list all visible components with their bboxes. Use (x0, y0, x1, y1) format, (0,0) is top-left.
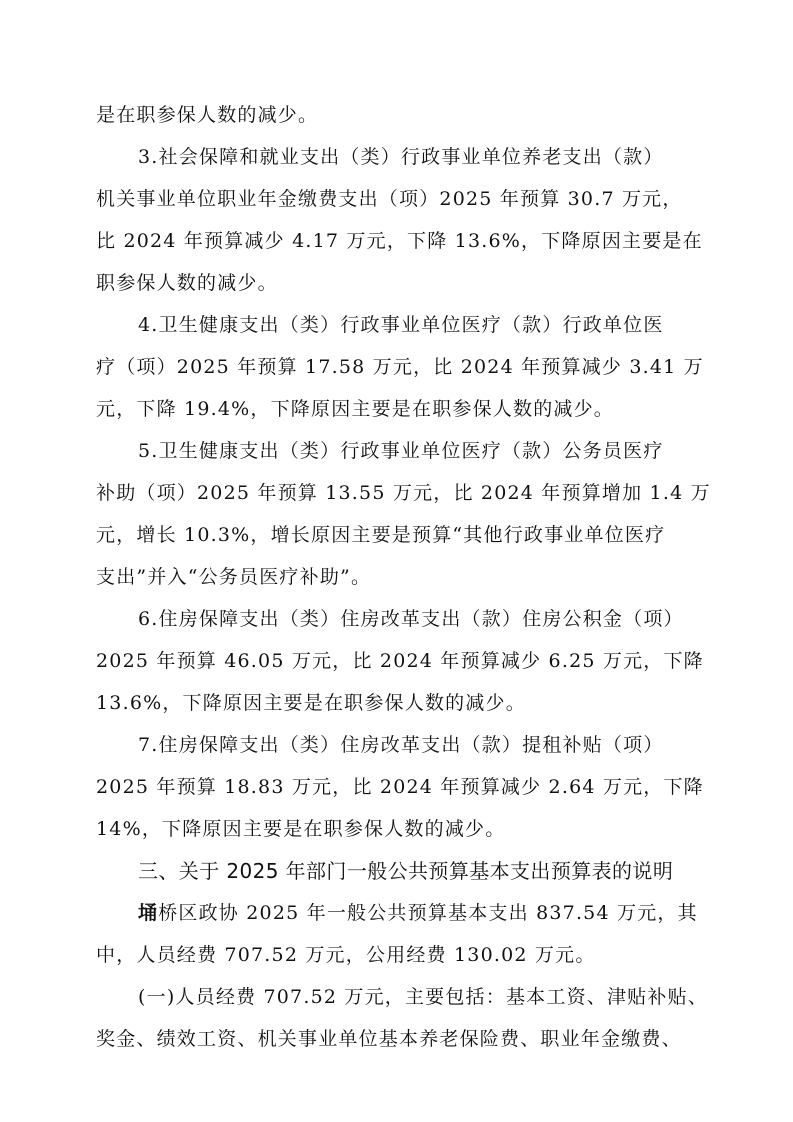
text-line: 中，人员经费 707.52 万元，公用经费 130.02 万元。 (96, 944, 596, 966)
place-name-lead-char: 埇 (138, 902, 159, 924)
text-line: 5.卫生健康支出（类）行政事业单位医疗（款）公务员医疗 (138, 440, 664, 462)
text-line: 职参保人数的减少。 (96, 272, 278, 294)
text-line: 3.社会保障和就业支出（类）行政事业单位养老支出（款） (138, 146, 664, 168)
paragraph-continuation (96, 94, 696, 136)
paragraph-item-5 (96, 430, 711, 598)
text-line: 是在职参保人数的减少。 (96, 104, 319, 126)
paragraph-item-4 (96, 304, 704, 430)
text-line (96, 892, 696, 934)
text-line: 机关事业单位职业年金缴费支出（项）2025 年预算 30.7 万元， (96, 188, 683, 210)
document-page (96, 94, 711, 1060)
paragraph-item-7 (96, 724, 704, 850)
text-line: 14%，下降原因主要是在职参保人数的减少。 (96, 818, 506, 840)
paragraph-item-6 (96, 598, 704, 724)
text-line: 2025 年预算 46.05 万元，比 2024 年预算减少 6.25 万元，下降 (96, 650, 704, 672)
text-line: 7.住房保障支出（类）住房改革支出（款）提租补贴（项） (138, 734, 664, 756)
text-line: 比 2024 年预算减少 4.17 万元，下降 13.6%，下降原因主要是在 (96, 230, 703, 252)
text-line: (一)人员经费 707.52 万元，主要包括：基本工资、津贴补贴、 (138, 986, 708, 1008)
text-line: 元，增长 10.3%，增长原因主要是预算“其他行政事业单位医疗 (96, 524, 666, 546)
summary-paragraph (96, 892, 696, 976)
text-line: 支出”并入“公务员医疗补助”。 (96, 566, 372, 588)
personnel-paragraph (96, 976, 708, 1060)
summary-text: 桥区政协 2025 年一般公共预算基本支出 837.54 万元，其 (158, 902, 698, 924)
section-heading: 三、关于 2025 年部门一般公共预算基本支出预算表的说明 (138, 859, 674, 883)
text-line: 元，下降 19.4%，下降原因主要是在职参保人数的减少。 (96, 398, 614, 420)
text-line: 2025 年预算 18.83 万元，比 2024 年预算减少 2.64 万元，下降 (96, 776, 704, 798)
paragraph-item-3 (96, 136, 703, 304)
text-line: 疗（项）2025 年预算 17.58 万元，比 2024 年预算减少 3.41 万 (96, 356, 704, 378)
text-line: 补助（项）2025 年预算 13.55 万元，比 2024 年预算增加 1.4 万 (96, 482, 711, 504)
text-line: 6.住房保障支出（类）住房改革支出（款）住房公积金（项） (138, 608, 684, 630)
text-line: 奖金、绩效工资、机关事业单位基本养老保险费、职业年金缴费、 (96, 1028, 682, 1050)
text-line: 4.卫生健康支出（类）行政事业单位医疗（款）行政单位医 (138, 314, 664, 336)
text-line: 13.6%，下降原因主要是在职参保人数的减少。 (96, 692, 526, 714)
